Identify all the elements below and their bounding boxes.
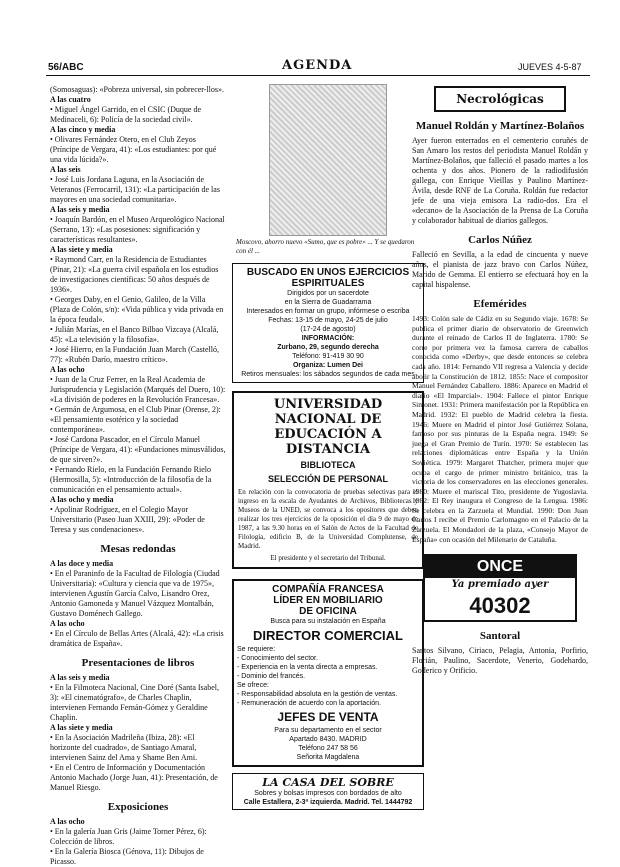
compania-apartado: Apartado 8430. MADRID (289, 736, 367, 743)
ejercicios-phone: Teléfono: 91-419 30 90 (292, 353, 364, 360)
obit-heading: Manuel Roldán y Martínez-Bolaños (415, 120, 585, 132)
time-heading: A las cuatro (50, 95, 91, 104)
jefes-text: Para su departamento en el sector (274, 727, 382, 734)
issue-date: JUEVES 4-5-87 (518, 62, 582, 72)
ejercicios-title: BUSCADO EN UNOS EJERCICIOS ESPIRITUALES (246, 267, 410, 289)
photo-caption: Moscovo, ahorro nuevo «Sumo, que es pobre» ... Y se quedaron con él ... (236, 238, 415, 255)
exposiciones-heading: Exposiciones (107, 801, 169, 813)
ejercicios-line: Interesados en formar un grupo, infórmese o escriba (246, 308, 410, 315)
agenda-entry: • Apolinar Rodríguez, en el Colegio Mayor Universitario (Paseo Juan XXIII, 29): «Poder de Teresa y sus condenaciones». (50, 505, 205, 534)
once-box (423, 554, 577, 622)
agenda-entry: • Olivares Fernández Otero, en el Club Zeyos (Príncipe de Vergara, 41): «Los estudiantes: por qué una vida lúcida?». (50, 135, 217, 164)
requirement-item: - Experiencia en la venta directa a empresas. (237, 664, 378, 671)
ejercicios-line: (17-24 de agosto) (300, 326, 356, 333)
agenda-entry: • Juan de la Cruz Ferrer, en la Real Academia de Jurisprudencia y Legislación (Marqués del Duero, 10): «La división de poderes en la Revolución Francesa». (50, 375, 226, 404)
time-heading: A las ocho (50, 619, 85, 628)
ejercicios-footer: Retiros mensuales: los sábados segundos de cada mes (241, 371, 415, 378)
ejercicios-address: Zurbano, 29, segundo derecha (277, 344, 379, 351)
once-logo: ONCE (425, 556, 575, 578)
uned-ad (232, 391, 424, 569)
section-title: AGENDA (282, 58, 353, 73)
ejercicios-org: Organiza: Lumen Dei (292, 362, 363, 369)
agenda-entry: • En el Paraninfo de la Facultad de Filología (Ciudad Universitaria): «Cultura y ciencia que va de 1975», intervienen Agustín García Calvo, Lisandro Orez, Antonio Gamoneda y Manuel Vázquez Montalbán, Gustavo Doménech Gallego. (50, 569, 220, 618)
uned-subtitle: BIBLIOTECA (300, 460, 356, 470)
once-premiado: Ya premiado ayer (451, 579, 549, 591)
jefes-title: JEFES DE VENTA (277, 710, 379, 724)
agenda-column (50, 85, 226, 867)
time-heading: A las doce y media (50, 559, 114, 568)
uned-title: UNIVERSIDAD NACIONAL DE EDUCACIÓN A DISTANCIA (273, 397, 383, 457)
director-title: DIRECTOR COMERCIAL (253, 628, 403, 643)
page-header (0, 0, 620, 73)
agenda-entry: • En el Círculo de Bellas Artes (Alcalá, 42): «La crisis dramática de España». (50, 629, 224, 648)
uned-body: En relación con la convocatoria de pruebas selectivas para el ingreso en la escala de Ayudantes de Archivos, Bibliotecas y Museos de la UNED, se convoca a los opositores que deben realizar los tres ejercicios de la oposición el día 9 de mayo de 1987, a las 9.30 horas en el Salón de Actos de la Facultad de Filología, edificio B, de la Universidad Complutense, de Madrid. (238, 488, 418, 550)
agenda-entry: • Julián Marías, en el Banco Bilbao Vizcaya (Alcalá, 45): «La televisión y la filosofía». (50, 325, 219, 344)
compania-line: Busca para su instalación en España (270, 618, 386, 625)
compania-contact: Señorita Magdalena (296, 754, 360, 761)
ejercicios-line: Dirigidos por un sacerdote (287, 290, 369, 297)
agenda-entry: • En la galería Juan Gris (Jaime Torner Pérez, 6): Colección de libros. (50, 827, 207, 846)
obit-heading: Carlos Núñez (468, 234, 532, 246)
agenda-entry: • En el Centro de Información y Documentación Antonio Machado (Jorge Juan, 41): Presentación, de Manuel Riesgo. (50, 763, 218, 792)
agenda-entry: • En la Filmoteca Nacional, Cine Doré (Santa Isabel, 3): «El cinematógrafo», de Charles Chaplin, intervienen Fernando Fernán-Gómez y Geraldine Chaplin. (50, 683, 219, 722)
ejercicios-ad (232, 263, 424, 383)
ejercicios-line: Fechas: 13-15 de mayo, 24-25 de julio (268, 317, 388, 324)
offer-item: - Responsabilidad absoluta en la gestión de ventas. (237, 691, 398, 698)
sobre-ad (232, 773, 424, 810)
agenda-entry: • José Luis Jordana Laguna, en la Asociación de Veteranos (Ferrocarril, 131): «La participación de las mayores en una sociedad comunitaria». (50, 175, 220, 204)
agenda-entry: • Georges Daby, en el Genio, Galileo, de la Villa (Plaza de Colón, s/n): «Vida pública y vida privada en la época feudal». (50, 295, 224, 324)
sobre-line: Sobres y bolsas impresos con bordados de alto (254, 790, 402, 797)
presentaciones-heading: Presentaciones de libros (81, 657, 195, 669)
uned-subtitle: SELECCIÓN DE PERSONAL (267, 474, 388, 484)
compania-ad (232, 579, 424, 767)
sobre-title: LA CASA DEL SOBRE (262, 776, 394, 789)
page-number: 56/ABC (48, 62, 84, 73)
header-rule (46, 75, 590, 76)
offer-item: - Remuneración de acuerdo con la aportación. (237, 700, 381, 707)
time-heading: A las seis y media (50, 673, 110, 682)
ejercicios-info: INFORMACIÓN: (301, 335, 355, 342)
agenda-intro: (Somosaguas): «Pobreza universal, sin pobrecer-llos». (50, 85, 225, 94)
obit-text: Falleció en Sevilla, a la edad de cincuenta y nueve años, el pianista de jazz bravo con Carlos Núñez, Marido de Gemma. El entierro se efectuará hoy en la capital hispalense. (412, 250, 588, 289)
time-heading: A las seis y media (50, 205, 110, 214)
obit-text: Ayer fueron enterrados en el cementerio coruñés de San Amaro los restos del periodista Manuel Roldán y Martínez-Bolaños, que falleció el pasado martes a los ochenta y dos años. Pionero de la radiodifusión gallega, con Enrique Vieillas y Paulino Martínez-Ávila, desde RNF de La Coruña. Roldán fue redactor jefe de una vieja emisora La radio-dos. Era el «decano» de la Asociación de la Prensa de La Coruña y colaborador habitual de diarios gallegos. (412, 136, 588, 225)
time-heading: A las ocho (50, 365, 85, 374)
santoral-heading: Santoral (479, 630, 521, 643)
time-heading: A las siete y media (50, 245, 113, 254)
photo-image (269, 84, 387, 236)
compania-phone: Teléfono 247 58 56 (298, 745, 358, 752)
ejercicios-line: en la Sierra de Guadarrama (284, 299, 372, 306)
sobre-line: Calle Estallera, 2-3ª izquierda. Madrid. Tel. 1444792 (243, 799, 413, 806)
agenda-entry: • José Cardona Pascador, en el Círculo Manuel (Príncipe de Vergara, 41): «Fundaciones minusválidos, de que sirven?». (50, 435, 226, 464)
agenda-entry: • Germán de Argumosa, en el Club Pinar (Orense, 2): «El pensamiento esotérico y la sociedad contemporánea». (50, 405, 221, 434)
agenda-entry: • Raymond Carr, en la Residencia de Estudiantes (Pinar, 21): «La guerra civil española en los estudios de investigaciones científicas: 50 años después de 1936». (50, 255, 219, 294)
santoral-text: Santos Silvano, Ciriaco, Pelagia, Antonia, Porfirio, Florián, Paulino, Sacerdote, Venerio, Godehardo, Goderico y Orificio. (412, 646, 588, 676)
conferences-list (50, 95, 226, 535)
agenda-entry: • En la Galería Biosca (Génova, 11): Dibujos de Picasso. (50, 847, 204, 866)
time-heading: A las cinco y media (50, 125, 116, 134)
time-heading: A las siete y media (50, 723, 113, 732)
agenda-entry: • José Hierro, en la Fundación Juan March (Castelló, 77): «Rubén Darío, maestro crítico». (50, 345, 219, 364)
time-heading: A las seis (50, 165, 81, 174)
agenda-entry: • Miguel Ángel Garrido, en el CSIC (Duque de Medinaceli, 6): Policía de la sociedad civil». (50, 105, 201, 124)
agenda-entry: • Fernando Rielo, en la Fundación Fernando Rielo (Hermosilla, 5): «Introducción de la filosofía de la comunicación en el pensamiento actual». (50, 465, 212, 494)
compania-line: DE OFICINA (299, 606, 357, 617)
requirement-item: - Conocimiento del sector. (237, 655, 318, 662)
ads-column (232, 80, 424, 810)
compania-line: COMPAÑÍA FRANCESA (272, 584, 384, 595)
exposiciones-list (50, 817, 226, 867)
necrologicas-title: Necrológicas (434, 86, 566, 112)
efemerides-text: 1493: Colón sale de Cádiz en su Segundo viaje. 1678: Se publica el primer diario de observatorio de Greenwich durante el reinado de Carlos II de Inglaterra. 1780: Se corre por primera vez la famosa carrera de caballos conocida como «Derby», que desde entonces se celebra cada año. 1814: Fernando VII regresa a Valencia y decide abolir la Constitución de 1812. 1855: Nace el compositor Manuel Fernández Caballero. 1886: Aparece en Madrid el diario «El Imparcial». 1904: Fallece el pintor Enrique Simonet. 1931: Primera manifestación por la República en Madrid. 1932: El pueblo de Madrid celebra la fiesta. 1946: Muere en Madrid el pintor José Gutiérrez Solana, famoso por sus pinturas de la España negra. 1949: Se juega el Gran Premio de Turín. 1970: Se establecen las relaciones diplomáticas entre España y la Unión Soviética. 1979: Margaret Thatcher, primera mujer que ocupa el cargo de primer ministro británico, tras la victoria de los conservadores en las elecciones generales. 1980: Muere el mariscal Tito, presidente de Yugoslavia. 1982: El Rey inaugura el Congreso de la Lengua. 1986: Se celebra en la Zarzuela el Mundial. 1990: Don Juan Carlos I recibe el Premio Carlomagno en el Palacio de la Zarzuela. El Mondadori de la plaza, «Consejo Mayor de España» con ocasión del Milenario de Cataluña. (412, 314, 588, 544)
necrologicas-column (412, 86, 588, 676)
uned-signature: El presidente y el secretario del Tribunal. (270, 554, 386, 562)
agenda-entry: • Joaquín Bardón, en el Museo Arqueológico Nacional (Serrano, 13): «Las posesiones: significación y características resultantes». (50, 215, 225, 244)
compania-line: LÍDER EN MOBILIARIO (273, 595, 383, 606)
mesas-list (50, 559, 226, 649)
time-heading: A las ocho y media (50, 495, 114, 504)
efemerides-heading: Efemérides (473, 298, 527, 310)
mesas-heading: Mesas redondas (100, 543, 176, 555)
time-heading: A las ocho (50, 817, 85, 826)
presentaciones-list (50, 673, 226, 793)
requirements-title: Se requiere: (237, 646, 276, 653)
agenda-entry: • En la Asociación Madrileña (Ibiza, 28): «El horizonte del cuadrado», de Santiago Amaral, intervienen Sainz del Ama y Shame Ben Ami. (50, 733, 198, 762)
requirement-item: - Dominio del francés. (237, 673, 306, 680)
once-number: 40302 (469, 593, 531, 619)
offer-title: Se ofrece: (237, 682, 269, 689)
